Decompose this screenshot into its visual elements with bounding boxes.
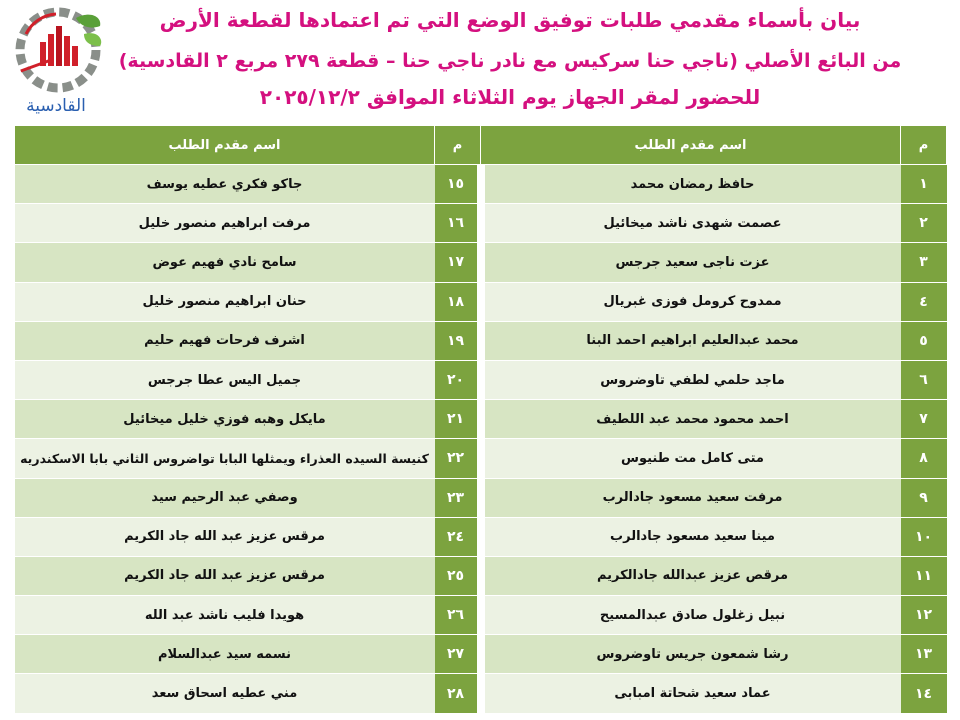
applicant-name: جاكو فكري عطيه يوسف (15, 165, 435, 204)
table-row (15, 517, 947, 556)
applicant-name: اشرف فرحات فهيم حليم (15, 321, 435, 360)
table-row (15, 556, 947, 595)
applicant-name: متى كامل مت طنيوس (481, 439, 901, 478)
row-number: ٢٨ (435, 674, 481, 713)
applicant-name: مرفت سعيد مسعود جادالرب (481, 478, 901, 517)
row-number: ٢٣ (435, 478, 481, 517)
applicant-name: عصمت شهدى ناشد ميخائيل (481, 204, 901, 243)
applicant-name: نبيل زغلول صادق عبدالمسيح (481, 596, 901, 635)
applicant-name: حنان ابراهيم منصور خليل (15, 282, 435, 321)
table-row (15, 400, 947, 439)
authority-logo (6, 4, 106, 116)
title-line-2: من البائع الأصلي (ناجي حنا سركيس مع نادر ناجي حنا – قطعة ٢٧٩ مربع ٢ القادسية) (118, 50, 902, 72)
new-city-authority-logo-icon (6, 4, 106, 96)
applicant-name: مرقص عزيز عبدالله جادالكريم (481, 556, 901, 595)
table-row (15, 282, 947, 321)
row-number: ١٧ (435, 243, 481, 282)
row-number: ١٨ (435, 282, 481, 321)
row-number: ٢٧ (435, 635, 481, 674)
title-line-3: للحضور لمقر الجهاز يوم الثلاثاء الموافق ٢٠٢٥/١٢/٢ (259, 85, 761, 109)
row-number: ١٤ (901, 674, 947, 713)
row-number: ٤ (901, 282, 947, 321)
column-header-name: اسم مقدم الطلب (481, 126, 901, 165)
applicant-name: هويدا فليب ناشد عبد الله (15, 596, 435, 635)
row-number: ٧ (901, 400, 947, 439)
table-row (15, 478, 947, 517)
row-number: ٥ (901, 321, 947, 360)
table-row (15, 243, 947, 282)
row-number: ٨ (901, 439, 947, 478)
row-number: ٩ (901, 478, 947, 517)
row-number: ١٢ (901, 596, 947, 635)
applicant-name: عماد سعيد شحاتة امبابى (481, 674, 901, 713)
applicant-name: ماجد حلمي لطفي تاوضروس (481, 360, 901, 399)
table-header-row (15, 126, 947, 165)
applicant-name: مرقس عزيز عبد الله جاد الكريم (15, 517, 435, 556)
applicant-name: ممدوح كرومل فوزى غبريال (481, 282, 901, 321)
row-number: ١٥ (435, 165, 481, 204)
row-number: ٢٥ (435, 556, 481, 595)
row-number: ٢ (901, 204, 947, 243)
row-number: ١٦ (435, 204, 481, 243)
table-row (15, 360, 947, 399)
row-number: ٢٢ (435, 439, 481, 478)
table-row (15, 674, 947, 713)
applicant-name: جميل اليس عطا جرجس (15, 360, 435, 399)
row-number: ١١ (901, 556, 947, 595)
row-number: ٢٠ (435, 360, 481, 399)
applicant-name: محمد عبدالعليم ابراهيم احمد البنا (481, 321, 901, 360)
applicant-name: عزت ناجى سعيد جرجس (481, 243, 901, 282)
applicant-name: وصفي عبد الرحيم سيد (15, 478, 435, 517)
row-number: ١٠ (901, 517, 947, 556)
applicant-name: مرفت ابراهيم منصور خليل (15, 204, 435, 243)
row-number: ١٣ (901, 635, 947, 674)
column-header-name: اسم مقدم الطلب (15, 126, 435, 165)
applicant-name: مينا سعيد مسعود جادالرب (481, 517, 901, 556)
applicant-name: سامح نادي فهيم عوض (15, 243, 435, 282)
applicant-name: احمد محمود محمد عبد اللطيف (481, 400, 901, 439)
table-row (15, 204, 947, 243)
row-number: ١٩ (435, 321, 481, 360)
row-number: ٣ (901, 243, 947, 282)
applicant-name: رشا شمعون جريس تاوضروس (481, 635, 901, 674)
applicant-name: مايكل وهبه فوزي خليل ميخائيل (15, 400, 435, 439)
applicant-name: نسمه سيد عبدالسلام (15, 635, 435, 674)
table-row (15, 635, 947, 674)
row-number: ١ (901, 165, 947, 204)
row-number: ٦ (901, 360, 947, 399)
table-row (15, 321, 947, 360)
table-row (15, 165, 947, 204)
applicant-name: مرقس عزيز عبد الله جاد الكريم (15, 556, 435, 595)
table-row (15, 596, 947, 635)
row-number: ٢٤ (435, 517, 481, 556)
column-header-number: م (901, 126, 947, 165)
column-header-number: م (435, 126, 481, 165)
row-number: ٢١ (435, 400, 481, 439)
title-line-1: بيان بأسماء مقدمي طلبات توفيق الوضع التي تم اعتمادها لقطعة الأرض (159, 8, 861, 32)
applicant-name: كنيسة السيده العذراء ويمثلها البابا تواضروس الثاني بابا الاسكندريه (15, 439, 435, 478)
table-row (15, 439, 947, 478)
document-header (0, 0, 960, 118)
applicant-name: حافظ رمضان محمد (481, 165, 901, 204)
applicant-name: مني عطيه اسحاق سعد (15, 674, 435, 713)
logo-label: القادسية (26, 96, 86, 116)
row-number: ٢٦ (435, 596, 481, 635)
applicants-table (14, 126, 947, 714)
